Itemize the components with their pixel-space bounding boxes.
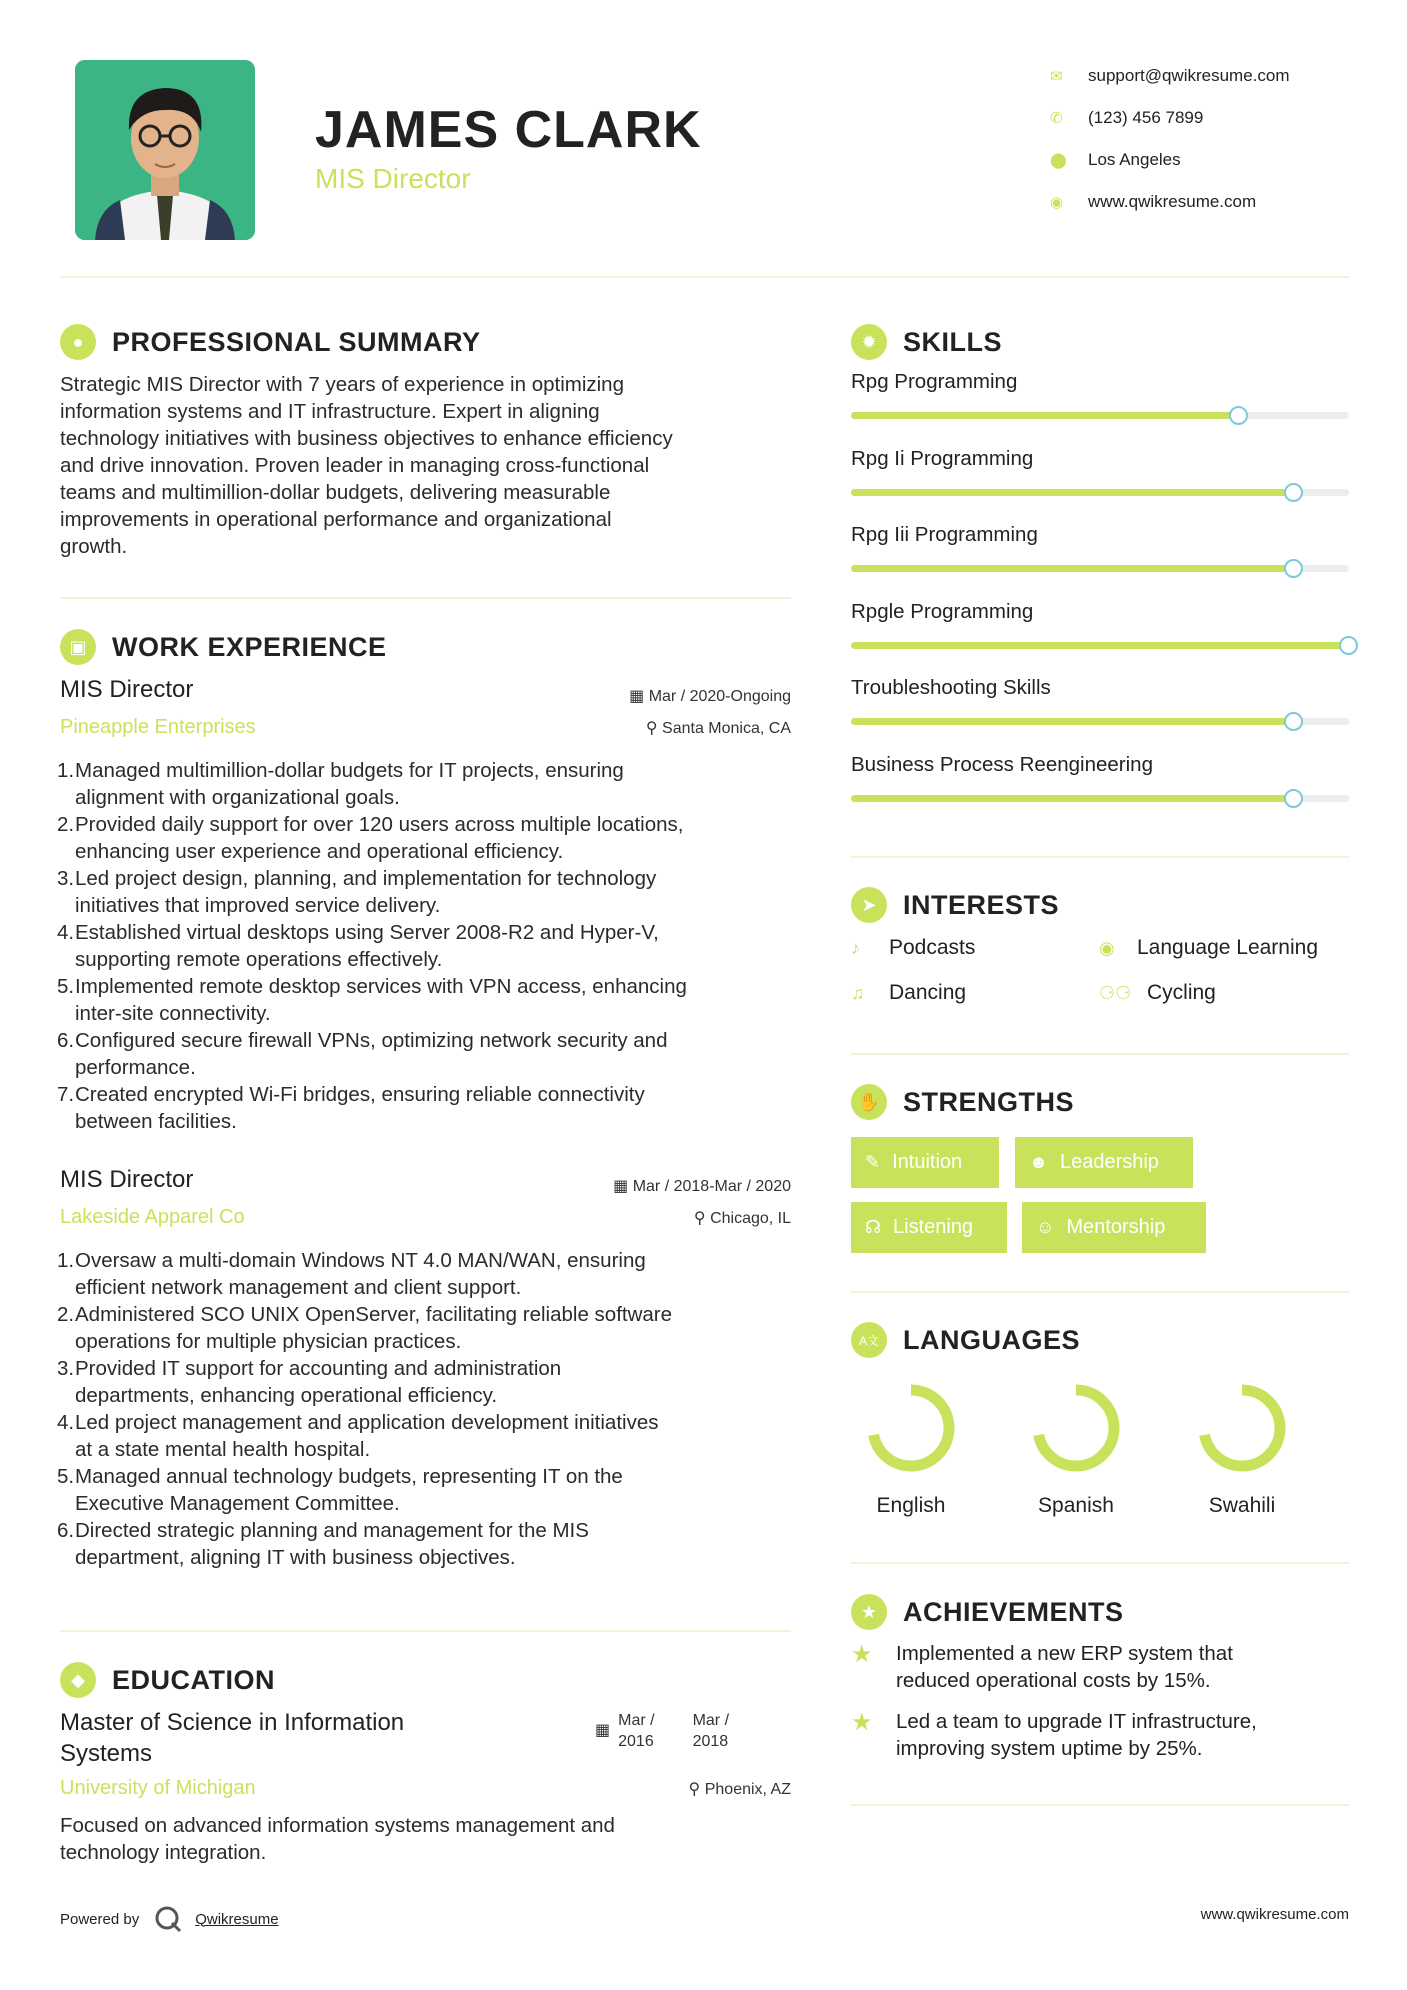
calendar-icon: ▦ xyxy=(629,688,649,705)
strength-tag: ✎ Intuition xyxy=(851,1137,999,1188)
contact-email[interactable]: ✉ support@qwikresume.com xyxy=(1050,66,1290,85)
lightbulb-icon: ✹ xyxy=(851,324,887,360)
contact-list xyxy=(1050,55,1380,223)
skill-item xyxy=(851,370,1349,419)
interests-divider xyxy=(851,1053,1349,1055)
skill-bar xyxy=(851,642,1349,649)
list-item: 1. Oversaw a multi-domain Windows NT 4.0 MAN/WAN, ensuring efficient network management and client support. xyxy=(57,1249,646,1299)
graduation-icon: ◆ xyxy=(60,1662,96,1698)
qwikresume-link[interactable]: Qwikresume xyxy=(195,1910,279,1928)
job-location: ⚲ Santa Monica, CA xyxy=(645,720,791,737)
strength-tag: ☻ Leadership xyxy=(1015,1137,1193,1188)
language-item xyxy=(1011,1378,1141,1518)
list-item: 3. Provided IT support for accounting and administration departments, enhancing operational efficiency. xyxy=(57,1357,562,1407)
interest-dancing: ♫ Dancing xyxy=(851,981,967,1004)
strength-tag: ☊ Listening xyxy=(851,1202,1007,1253)
job-company: Lakeside Apparel Co xyxy=(60,1206,245,1228)
list-item: 5. Managed annual technology budgets, representing IT on the Executive Management Committee. xyxy=(57,1465,623,1515)
skill-item xyxy=(851,753,1349,802)
job-duties xyxy=(57,1247,797,1571)
candidate-name: JAMES CLARK xyxy=(315,101,702,159)
list-item: 7. Created encrypted Wi-Fi bridges, ensuring reliable connectivity between facilities. xyxy=(57,1083,645,1133)
language-label: Spanish xyxy=(1038,1494,1114,1517)
language-item xyxy=(1177,1378,1307,1518)
contact-location: ⬤ Los Angeles xyxy=(1050,150,1181,169)
skill-bar-fill xyxy=(851,718,1294,725)
skill-item xyxy=(851,676,1349,725)
hand-icon: ✋ xyxy=(851,1084,887,1120)
skill-bar xyxy=(851,412,1349,419)
language-item xyxy=(846,1378,976,1518)
job-location: ⚲ Chicago, IL xyxy=(693,1210,791,1227)
skill-label: Rpg Iii Programming xyxy=(851,523,1038,546)
envelope-icon: ✉ xyxy=(1050,68,1063,85)
skill-level-knob xyxy=(1284,483,1303,502)
users-icon: ☻ xyxy=(1029,1152,1048,1172)
header-divider xyxy=(60,276,1349,278)
qwikresume-logo-icon xyxy=(153,1904,183,1934)
achievement-item: ★ Led a team to upgrade IT infrastructure, improving system uptime by 25%. xyxy=(851,1709,1257,1760)
user-icon: ● xyxy=(60,324,96,360)
language-level-ring xyxy=(1192,1378,1292,1478)
footer-powered-by: Powered by Qwikresume xyxy=(60,1904,279,1934)
star-icon: ★ xyxy=(851,1709,873,1736)
list-item: 1. Managed multimillion-dollar budgets for IT projects, ensuring alignment with organizational goals. xyxy=(57,759,624,809)
work-header: ▣ WORK EXPERIENCE xyxy=(60,629,387,665)
language-level-arc xyxy=(873,1390,949,1466)
skill-bar xyxy=(851,489,1349,496)
job-title: MIS Director xyxy=(60,1166,194,1193)
paper-plane-icon: ➤ xyxy=(851,887,887,923)
skill-bar-fill xyxy=(851,412,1239,419)
degree-title: Master of Science in Information Systems xyxy=(60,1709,405,1767)
skill-bar-fill xyxy=(851,489,1294,496)
star-icon: ★ xyxy=(851,1641,873,1668)
skill-level-knob xyxy=(1284,789,1303,808)
language-level-arc xyxy=(1038,1390,1114,1466)
globe-icon: ◉ xyxy=(1099,937,1115,958)
music-note-icon: ♫ xyxy=(851,982,865,1003)
microphone-icon: ♪ xyxy=(851,937,860,958)
language-level-ring xyxy=(861,1378,961,1478)
interest-language-learning: ◉ Language Learning xyxy=(1099,936,1319,959)
candidate-role: MIS Director xyxy=(315,163,471,194)
education-dates: ▦ Mar / 2016 Mar / 2018 xyxy=(595,1712,730,1750)
job-dates: ▦ Mar / 2020-Ongoing xyxy=(629,688,791,705)
skill-bar xyxy=(851,565,1349,572)
achievements-header: ★ ACHIEVEMENTS xyxy=(851,1594,1124,1630)
interest-cycling: ⚆⚆ Cycling xyxy=(1099,981,1216,1004)
job-dates: ▦ Mar / 2018-Mar / 2020 xyxy=(613,1178,791,1195)
skill-label: Rpgle Programming xyxy=(851,599,1034,623)
achievements-divider xyxy=(851,1804,1349,1806)
education-location: ⚲ Phoenix, AZ xyxy=(688,1781,791,1798)
list-item: 4. Led project management and application development initiatives at a state mental health hospital. xyxy=(57,1411,659,1461)
skills-divider xyxy=(851,856,1349,858)
language-icon: A文 xyxy=(851,1322,887,1358)
job-duties xyxy=(57,757,797,1135)
pin-icon: ⚲ xyxy=(645,720,663,737)
strengths-header: ✋ STRENGTHS xyxy=(851,1084,1074,1120)
skill-bar xyxy=(851,718,1349,725)
strengths-divider xyxy=(851,1291,1349,1293)
list-item: 2. Provided daily support for over 120 users across multiple locations, enhancing user experience and operational efficiency. xyxy=(57,813,684,863)
summary-text: Strategic MIS Director with 7 years of experience in optimizing information systems and IT infrastructure. Expert in aligning technology initiatives with business objectives to enhance efficiency and drive innovation. Proven leader in managing cross-functional teams and multimillion-dollar budgets, delivering measurable improvements in operational performance and organizational growth. xyxy=(60,373,673,558)
skill-bar-fill xyxy=(851,565,1294,572)
profile-photo xyxy=(75,60,255,240)
skill-item xyxy=(851,447,1349,496)
calendar-icon: ▦ xyxy=(595,1722,611,1739)
headphones-icon: ☊ xyxy=(865,1217,881,1237)
achievement-item: ★ Implemented a new ERP system that reduced operational costs by 15%. xyxy=(851,1641,1233,1692)
list-item: 4. Established virtual desktops using Server 2008-R2 and Hyper-V, supporting remote operations effectively. xyxy=(57,921,659,971)
interests-header: ➤ INTERESTS xyxy=(851,887,1059,923)
bicycle-icon: ⚆⚆ xyxy=(1099,982,1132,1003)
skill-label: Rpg Ii Programming xyxy=(851,446,1034,470)
languages-header: A文 LANGUAGES xyxy=(851,1322,1080,1358)
skill-bar xyxy=(851,795,1349,802)
skill-level-knob xyxy=(1229,406,1248,425)
footer-url[interactable]: www.qwikresume.com xyxy=(1200,1906,1349,1923)
user-plus-icon: ☺ xyxy=(1036,1217,1055,1237)
job-title: MIS Director xyxy=(60,676,194,703)
languages-divider xyxy=(851,1562,1349,1564)
briefcase-icon: ▣ xyxy=(60,629,96,665)
person-portrait-icon xyxy=(75,60,255,240)
language-level-arc xyxy=(1204,1390,1280,1466)
school-name: University of Michigan xyxy=(60,1777,256,1799)
star-badge-icon: ★ xyxy=(851,1594,887,1630)
skill-level-knob xyxy=(1284,559,1303,578)
list-item: 6. Directed strategic planning and management for the MIS department, aligning IT with business objectives. xyxy=(57,1519,589,1569)
list-item: 3. Led project design, planning, and implementation for technology initiatives that improved service delivery. xyxy=(57,867,657,917)
summary-header: ● PROFESSIONAL SUMMARY xyxy=(60,324,481,360)
pin-icon: ⚲ xyxy=(688,1781,705,1798)
skill-label: Troubleshooting Skills xyxy=(851,676,1051,699)
language-label: Swahili xyxy=(1208,1494,1276,1517)
strength-tag: ☺ Mentorship xyxy=(1022,1202,1206,1253)
contact-website[interactable]: ◉ www.qwikresume.com xyxy=(1050,192,1257,211)
education-header: ◆ EDUCATION xyxy=(60,1662,275,1698)
language-label: English xyxy=(876,1494,946,1517)
summary-divider xyxy=(60,597,791,599)
language-level-ring xyxy=(1026,1378,1126,1478)
calendar-icon: ▦ xyxy=(613,1178,633,1195)
skill-level-knob xyxy=(1339,636,1358,655)
list-item: 6. Configured secure firewall VPNs, optimizing network security and performance. xyxy=(57,1029,668,1079)
work-divider xyxy=(60,1630,791,1632)
skill-label: Business Process Reengineering xyxy=(851,752,1153,776)
skill-bar-fill xyxy=(851,642,1349,649)
globe-icon: ◉ xyxy=(1050,194,1064,211)
education-description: Focused on advanced information systems management and technology integration. xyxy=(60,1814,615,1864)
skill-level-knob xyxy=(1284,712,1303,731)
phone-icon: ✆ xyxy=(1050,110,1063,127)
skills-header: ✹ SKILLS xyxy=(851,324,1002,360)
contact-phone[interactable]: ✆ (123) 456 7899 xyxy=(1050,108,1204,127)
magic-wand-icon: ✎ xyxy=(865,1152,881,1172)
skill-bar-fill xyxy=(851,795,1294,802)
skill-item xyxy=(851,523,1349,572)
list-item: 2. Administered SCO UNIX OpenServer, facilitating reliable software operations for multiple physician practices. xyxy=(57,1303,673,1353)
interest-podcasts: ♪ Podcasts xyxy=(851,936,976,959)
job-company: Pineapple Enterprises xyxy=(60,716,256,738)
list-item: 5. Implemented remote desktop services with VPN access, enhancing inter-site connectivity. xyxy=(57,975,687,1025)
location-pin-icon: ⬤ xyxy=(1050,152,1067,169)
pin-icon: ⚲ xyxy=(693,1210,711,1227)
skill-label: Rpg Programming xyxy=(851,370,1018,393)
skill-item xyxy=(851,600,1349,649)
